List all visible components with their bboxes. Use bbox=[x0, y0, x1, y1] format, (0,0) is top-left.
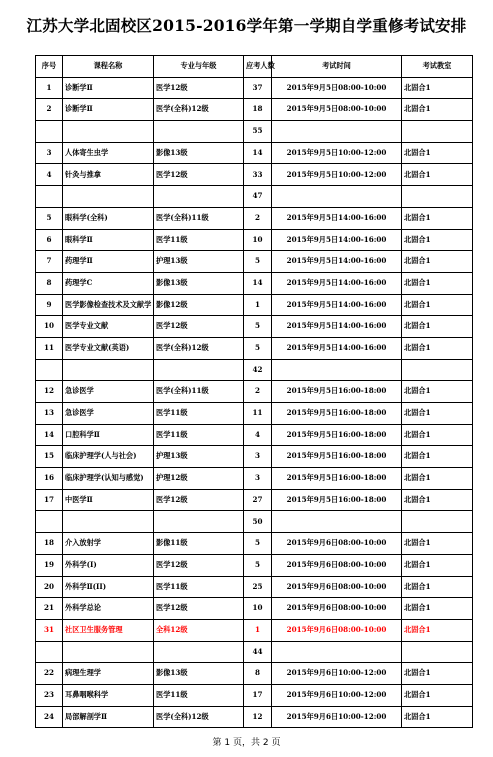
header-exam-room: 考试教室 bbox=[402, 56, 473, 78]
cell-count: 5 bbox=[244, 316, 272, 338]
table-row bbox=[36, 706, 473, 728]
cell-course-name: 医学影像检查技术及文献学 bbox=[63, 294, 154, 316]
cell-exam-room: 北固合1 bbox=[402, 272, 473, 294]
cell-index: 31 bbox=[36, 619, 63, 641]
header-exam-time: 考试时间 bbox=[272, 56, 402, 78]
cell-count: 2 bbox=[244, 381, 272, 403]
cell-exam-time: 2015年9月5日14:00-16:00 bbox=[272, 294, 402, 316]
cell-exam-time: 2015年9月5日14:00-16:00 bbox=[272, 337, 402, 359]
cell-course-name: 药理学Ⅱ bbox=[63, 251, 154, 273]
table-row bbox=[36, 337, 473, 359]
cell-major-grade: 医学12级 bbox=[154, 489, 244, 511]
table-row bbox=[36, 207, 473, 229]
cell-major-grade: 医学12级 bbox=[154, 77, 244, 99]
cell-exam-time: 2015年9月5日14:00-16:00 bbox=[272, 316, 402, 338]
cell-exam-room: 北固合1 bbox=[402, 294, 473, 316]
table-row bbox=[36, 316, 473, 338]
cell-major-grade: 医学12级 bbox=[154, 554, 244, 576]
cell-index: 3 bbox=[36, 142, 63, 164]
cell-subtotal: 42 bbox=[244, 359, 272, 381]
header-major-grade: 专业与年级 bbox=[154, 56, 244, 78]
cell-exam-room: 北固合1 bbox=[402, 424, 473, 446]
cell-exam-time: 2015年9月6日08:00-10:00 bbox=[272, 576, 402, 598]
table-row bbox=[36, 294, 473, 316]
cell-exam-room: 北固合1 bbox=[402, 207, 473, 229]
cell-subtotal: 50 bbox=[244, 511, 272, 533]
cell-major-grade bbox=[154, 511, 244, 533]
cell-course-name: 急诊医学 bbox=[63, 403, 154, 425]
exam-schedule-table bbox=[35, 55, 473, 728]
cell-exam-room: 北固合1 bbox=[402, 142, 473, 164]
cell-count: 12 bbox=[244, 706, 272, 728]
table-row bbox=[36, 251, 473, 273]
cell-count: 14 bbox=[244, 272, 272, 294]
cell-index bbox=[36, 121, 63, 143]
cell-index: 5 bbox=[36, 207, 63, 229]
cell-count: 5 bbox=[244, 251, 272, 273]
table-row bbox=[36, 446, 473, 468]
cell-course-name: 社区卫生服务管理 bbox=[63, 619, 154, 641]
cell-exam-room: 北固合1 bbox=[402, 381, 473, 403]
cell-course-name: 介入放射学 bbox=[63, 533, 154, 555]
cell-major-grade: 医学12级 bbox=[154, 164, 244, 186]
cell-major-grade bbox=[154, 359, 244, 381]
page-footer: 第 1 页，共 2 页 bbox=[212, 738, 281, 748]
cell-exam-room: 北固合1 bbox=[402, 229, 473, 251]
table-row bbox=[36, 229, 473, 251]
cell-major-grade: 医学11级 bbox=[154, 424, 244, 446]
cell-count: 1 bbox=[244, 619, 272, 641]
cell-major-grade: 医学(全科)11级 bbox=[154, 381, 244, 403]
cell-count: 8 bbox=[244, 663, 272, 685]
cell-index: 15 bbox=[36, 446, 63, 468]
cell-index bbox=[36, 186, 63, 208]
cell-course-name: 外科学总论 bbox=[63, 598, 154, 620]
cell-exam-time: 2015年9月5日16:00-18:00 bbox=[272, 424, 402, 446]
cell-exam-room: 北固合1 bbox=[402, 619, 473, 641]
cell-course-name: 眼科学Ⅱ bbox=[63, 229, 154, 251]
cell-course-name: 医学专业文献 bbox=[63, 316, 154, 338]
cell-course-name bbox=[63, 359, 154, 381]
cell-exam-time: 2015年9月5日14:00-16:00 bbox=[272, 207, 402, 229]
cell-index bbox=[36, 359, 63, 381]
cell-exam-room: 北固合1 bbox=[402, 533, 473, 555]
cell-exam-time: 2015年9月6日10:00-12:00 bbox=[272, 684, 402, 706]
cell-exam-room: 北固合1 bbox=[402, 554, 473, 576]
cell-index: 14 bbox=[36, 424, 63, 446]
subtotal-row bbox=[36, 186, 473, 208]
cell-course-name bbox=[63, 121, 154, 143]
cell-major-grade: 影像12级 bbox=[154, 294, 244, 316]
cell-major-grade: 医学12级 bbox=[154, 598, 244, 620]
cell-major-grade bbox=[154, 121, 244, 143]
cell-exam-time: 2015年9月5日14:00-16:00 bbox=[272, 272, 402, 294]
cell-exam-room: 北固合1 bbox=[402, 684, 473, 706]
cell-exam-time: 2015年9月5日16:00-18:00 bbox=[272, 468, 402, 490]
table-row bbox=[36, 554, 473, 576]
cell-major-grade: 影像13级 bbox=[154, 663, 244, 685]
cell-major-grade bbox=[154, 641, 244, 663]
table-row bbox=[36, 272, 473, 294]
subtotal-row bbox=[36, 511, 473, 533]
cell-course-name bbox=[63, 186, 154, 208]
cell-exam-time bbox=[272, 186, 402, 208]
cell-count: 5 bbox=[244, 533, 272, 555]
cell-exam-room: 北固合1 bbox=[402, 489, 473, 511]
subtotal-row bbox=[36, 359, 473, 381]
cell-exam-time bbox=[272, 641, 402, 663]
cell-exam-room bbox=[402, 641, 473, 663]
table-row bbox=[36, 533, 473, 555]
cell-subtotal: 55 bbox=[244, 121, 272, 143]
cell-index: 8 bbox=[36, 272, 63, 294]
cell-course-name: 临床护理学(认知与感觉) bbox=[63, 468, 154, 490]
cell-major-grade: 护理12级 bbox=[154, 468, 244, 490]
table-row bbox=[36, 77, 473, 99]
cell-course-name: 人体寄生虫学 bbox=[63, 142, 154, 164]
cell-exam-time: 2015年9月6日08:00-10:00 bbox=[272, 533, 402, 555]
cell-subtotal: 47 bbox=[244, 186, 272, 208]
cell-index: 13 bbox=[36, 403, 63, 425]
cell-exam-room: 北固合1 bbox=[402, 99, 473, 121]
cell-index: 23 bbox=[36, 684, 63, 706]
cell-major-grade: 全科12级 bbox=[154, 619, 244, 641]
table-row bbox=[36, 424, 473, 446]
cell-count: 10 bbox=[244, 229, 272, 251]
cell-course-name: 耳鼻咽喉科学 bbox=[63, 684, 154, 706]
cell-count: 1 bbox=[244, 294, 272, 316]
cell-course-name: 临床护理学(人与社会) bbox=[63, 446, 154, 468]
subtotal-row bbox=[36, 641, 473, 663]
cell-index: 12 bbox=[36, 381, 63, 403]
header-row bbox=[36, 56, 473, 78]
cell-subtotal: 44 bbox=[244, 641, 272, 663]
page-title: 江苏大学北固校区2015-2016学年第一学期自学重修考试安排 bbox=[26, 16, 467, 35]
cell-exam-time: 2015年9月6日10:00-12:00 bbox=[272, 706, 402, 728]
cell-count: 3 bbox=[244, 446, 272, 468]
cell-exam-room: 北固合1 bbox=[402, 403, 473, 425]
table-row bbox=[36, 403, 473, 425]
cell-exam-time: 2015年9月5日10:00-12:00 bbox=[272, 142, 402, 164]
cell-major-grade: 医学(全科)11级 bbox=[154, 207, 244, 229]
cell-exam-room bbox=[402, 186, 473, 208]
cell-exam-time: 2015年9月5日14:00-16:00 bbox=[272, 251, 402, 273]
cell-course-name: 口腔科学Ⅱ bbox=[63, 424, 154, 446]
cell-index: 16 bbox=[36, 468, 63, 490]
cell-course-name: 病理生理学 bbox=[63, 663, 154, 685]
cell-exam-room: 北固合1 bbox=[402, 316, 473, 338]
cell-exam-room: 北固合1 bbox=[402, 164, 473, 186]
cell-count: 33 bbox=[244, 164, 272, 186]
cell-major-grade: 医学11级 bbox=[154, 229, 244, 251]
cell-exam-room: 北固合1 bbox=[402, 598, 473, 620]
cell-count: 37 bbox=[244, 77, 272, 99]
cell-index: 1 bbox=[36, 77, 63, 99]
cell-course-name: 外科学Ⅱ(II) bbox=[63, 576, 154, 598]
cell-course-name: 药理学C bbox=[63, 272, 154, 294]
cell-count: 4 bbox=[244, 424, 272, 446]
cell-course-name bbox=[63, 641, 154, 663]
cell-exam-room: 北固合1 bbox=[402, 446, 473, 468]
cell-index bbox=[36, 511, 63, 533]
cell-exam-room: 北固合1 bbox=[402, 576, 473, 598]
cell-exam-room: 北固合1 bbox=[402, 251, 473, 273]
cell-course-name: 中医学Ⅱ bbox=[63, 489, 154, 511]
cell-course-name: 诊断学Ⅱ bbox=[63, 99, 154, 121]
table-row bbox=[36, 142, 473, 164]
table-row bbox=[36, 663, 473, 685]
cell-index: 24 bbox=[36, 706, 63, 728]
cell-course-name: 眼科学(全科) bbox=[63, 207, 154, 229]
cell-exam-room: 北固合1 bbox=[402, 337, 473, 359]
cell-count: 10 bbox=[244, 598, 272, 620]
cell-exam-time bbox=[272, 511, 402, 533]
cell-exam-time: 2015年9月5日16:00-18:00 bbox=[272, 403, 402, 425]
header-count: 应考人数 bbox=[244, 56, 272, 78]
cell-count: 14 bbox=[244, 142, 272, 164]
cell-index: 6 bbox=[36, 229, 63, 251]
cell-major-grade: 医学11级 bbox=[154, 684, 244, 706]
cell-index: 19 bbox=[36, 554, 63, 576]
table-row bbox=[36, 489, 473, 511]
cell-index: 10 bbox=[36, 316, 63, 338]
cell-course-name: 医学专业文献(英语) bbox=[63, 337, 154, 359]
cell-exam-room bbox=[402, 359, 473, 381]
cell-exam-time: 2015年9月5日16:00-18:00 bbox=[272, 446, 402, 468]
cell-exam-room: 北固合1 bbox=[402, 77, 473, 99]
table-row bbox=[36, 684, 473, 706]
table-row bbox=[36, 598, 473, 620]
cell-exam-time: 2015年9月5日08:00-10:00 bbox=[272, 77, 402, 99]
cell-index: 20 bbox=[36, 576, 63, 598]
cell-major-grade: 护理13级 bbox=[154, 251, 244, 273]
cell-index: 9 bbox=[36, 294, 63, 316]
cell-exam-room: 北固合1 bbox=[402, 706, 473, 728]
cell-major-grade: 影像13级 bbox=[154, 272, 244, 294]
header-course-name: 课程名称 bbox=[63, 56, 154, 78]
cell-count: 11 bbox=[244, 403, 272, 425]
table-row bbox=[36, 99, 473, 121]
cell-index: 18 bbox=[36, 533, 63, 555]
cell-index: 17 bbox=[36, 489, 63, 511]
cell-exam-time: 2015年9月6日08:00-10:00 bbox=[272, 619, 402, 641]
cell-index: 11 bbox=[36, 337, 63, 359]
cell-exam-time: 2015年9月5日16:00-18:00 bbox=[272, 489, 402, 511]
cell-count: 5 bbox=[244, 554, 272, 576]
cell-major-grade: 影像11级 bbox=[154, 533, 244, 555]
cell-course-name: 急诊医学 bbox=[63, 381, 154, 403]
cell-exam-room bbox=[402, 511, 473, 533]
cell-count: 18 bbox=[244, 99, 272, 121]
header-index: 序号 bbox=[36, 56, 63, 78]
cell-exam-time: 2015年9月6日08:00-10:00 bbox=[272, 554, 402, 576]
cell-course-name bbox=[63, 511, 154, 533]
cell-index: 4 bbox=[36, 164, 63, 186]
cell-index: 22 bbox=[36, 663, 63, 685]
cell-exam-time bbox=[272, 359, 402, 381]
cell-exam-room bbox=[402, 121, 473, 143]
table-row bbox=[36, 619, 473, 641]
cell-exam-time: 2015年9月6日10:00-12:00 bbox=[272, 663, 402, 685]
table-row bbox=[36, 164, 473, 186]
cell-exam-room: 北固合1 bbox=[402, 468, 473, 490]
cell-exam-room: 北固合1 bbox=[402, 663, 473, 685]
cell-exam-time bbox=[272, 121, 402, 143]
cell-count: 3 bbox=[244, 468, 272, 490]
cell-index: 7 bbox=[36, 251, 63, 273]
cell-exam-time: 2015年9月5日10:00-12:00 bbox=[272, 164, 402, 186]
table-row bbox=[36, 468, 473, 490]
cell-major-grade: 医学11级 bbox=[154, 403, 244, 425]
cell-exam-time: 2015年9月5日14:00-16:00 bbox=[272, 229, 402, 251]
cell-major-grade bbox=[154, 186, 244, 208]
cell-count: 25 bbox=[244, 576, 272, 598]
cell-major-grade: 护理13级 bbox=[154, 446, 244, 468]
cell-count: 2 bbox=[244, 207, 272, 229]
cell-course-name: 诊断学Ⅱ bbox=[63, 77, 154, 99]
cell-major-grade: 医学(全科)12级 bbox=[154, 706, 244, 728]
cell-major-grade: 医学(全科)12级 bbox=[154, 99, 244, 121]
cell-course-name: 针灸与推拿 bbox=[63, 164, 154, 186]
cell-index: 2 bbox=[36, 99, 63, 121]
cell-exam-time: 2015年9月5日16:00-18:00 bbox=[272, 381, 402, 403]
cell-exam-time: 2015年9月5日08:00-10:00 bbox=[272, 99, 402, 121]
cell-major-grade: 影像13级 bbox=[154, 142, 244, 164]
table-row bbox=[36, 381, 473, 403]
cell-count: 17 bbox=[244, 684, 272, 706]
cell-major-grade: 医学12级 bbox=[154, 316, 244, 338]
cell-count: 5 bbox=[244, 337, 272, 359]
cell-index: 21 bbox=[36, 598, 63, 620]
cell-course-name: 外科学(I) bbox=[63, 554, 154, 576]
cell-major-grade: 医学11级 bbox=[154, 576, 244, 598]
cell-count: 27 bbox=[244, 489, 272, 511]
subtotal-row bbox=[36, 121, 473, 143]
cell-course-name: 局部解剖学Ⅱ bbox=[63, 706, 154, 728]
table-row bbox=[36, 576, 473, 598]
cell-major-grade: 医学(全科)12级 bbox=[154, 337, 244, 359]
cell-index bbox=[36, 641, 63, 663]
cell-exam-time: 2015年9月6日08:00-10:00 bbox=[272, 598, 402, 620]
